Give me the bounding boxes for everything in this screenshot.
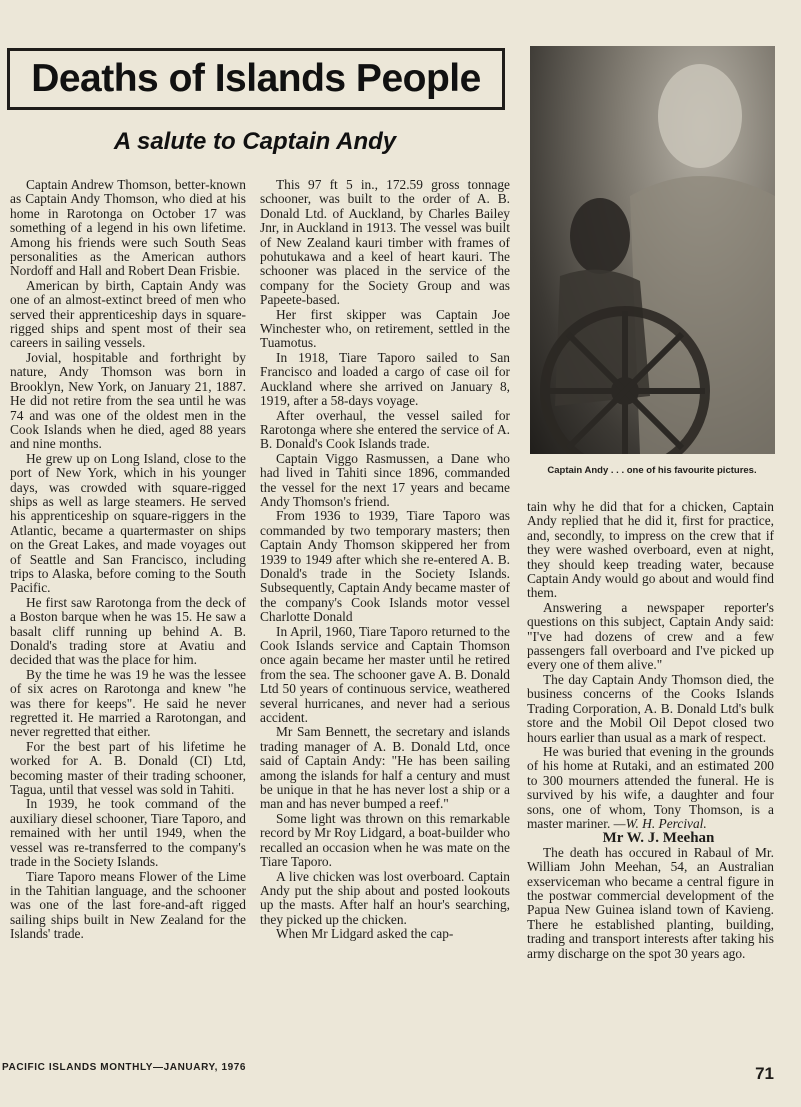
- paragraph: Answering a newspaper reporter's questions on this subject, Captain Andy said: "I've had dozens of crew and a few passengers fall overboard and I've picked up every one of them alive.": [527, 599, 774, 673]
- paragraph: He first saw Rarotonga from the deck of a Boston barque when he was 15. He saw a basalt cliff running up behind A. B. Donald's trading store at Avatiu and decided that was the place for him.: [10, 594, 246, 668]
- publication-footer: PACIFIC ISLANDS MONTHLY—JANUARY, 1976: [2, 1062, 247, 1073]
- paragraph: Tiare Taporo means Flower of the Lime in the Tahitian language, and the schooner was one of the last fore-and-aft rigged sailing ships built in New Zealand for the Islands' trade.: [10, 868, 246, 942]
- paragraph: American by birth, Captain Andy was one of an almost-extinct breed of men who served their apprenticeship days in square-rigged ships and spent most of their sea careers in sailing vessels.: [10, 277, 246, 351]
- photo-caption: Captain Andy . . . one of his favourite pictures.: [547, 465, 757, 476]
- paragraph: By the time he was 19 he was the lessee of six acres on Rarotonga and knew "he was there for keeps". He said he never regretted it. He married a Rarotongan, and never regretted that either.: [10, 666, 246, 740]
- paragraph: In April, 1960, Tiare Taporo returned to the Cook Islands service and Captain Thomson once again became her master until he retired from the sea. The schooner gave A. B. Donald Ltd 50 years of continuous service, weathered several hurricanes, and never had a serious accident.: [260, 623, 510, 726]
- paragraph: This 97 ft 5 in., 172.59 gross tonnage schooner, was built to the order of A. B. Donald Ltd. of Auckland, by Charles Bailey Jnr, in Auckland in 1913. The vessel was built of New Zealand kauri timber with frames of pohutukawa and a keel of heart kauri. The schooner was placed in the service of the company for the Society Group and was Papeete-based.: [260, 177, 510, 308]
- paragraph: In 1939, he took command of the auxiliary diesel schooner, Tiare Taporo, and remained with her until 1949, when the vessel was re-transferred to the company's trade in the Society Islands.: [10, 796, 246, 870]
- funeral-paragraph: He was buried that evening in the grounds of his home at Rutaki, and an estimated 200 to 300 mourners attended the funeral. He is survived by his wife, a daughter and four sons, one of whom, Tony Thomson, is a master mariner. —W. H. Percival.: [527, 743, 774, 831]
- article-column-2: [260, 178, 510, 942]
- author-signature: —W. H. Percival.: [613, 815, 707, 831]
- page-title: Deaths of Islands People: [31, 57, 481, 100]
- paragraph: For the best part of his lifetime he worked for A. B. Donald (CI) Ltd, becoming master of their trading schooner, Tagua, until that vessel was sold in Tahiti.: [10, 738, 246, 798]
- paragraph: Mr Sam Bennett, the secretary and islands trading manager of A. B. Donald Ltd, once said of Captain Andy: "He has been sailing among the islands for half a century and must be unique in that he has never lost a ship or a man and has never bumped a reef.": [260, 724, 510, 812]
- paragraph: In 1918, Tiare Taporo sailed to San Francisco and loaded a cargo of case oil for Auckland where she arrived on January 8, 1919, after a 58-days voyage.: [260, 349, 510, 409]
- paragraph: Her first skipper was Captain Joe Winchester who, on retirement, settled in the Tuamotus.: [260, 306, 510, 351]
- paragraph: Captain Viggo Rasmussen, a Dane who had lived in Tahiti since 1896, commanded the vessel for the next 17 years and became Andy Thomson's friend.: [260, 450, 510, 509]
- portrait-photo-graphic: [530, 46, 775, 454]
- paragraph: A live chicken was lost overboard. Captain Andy put the ship about and posted lookouts up the masts. After half an hour's searching, they picked up the chicken.: [260, 868, 510, 927]
- article-subtitle: A salute to Captain Andy: [113, 128, 397, 155]
- paragraph: tain why he did that for a chicken, Captain Andy replied that he did it, first for practice, and, secondly, to impress on the crew that if they were washed overboard, even at night, they should keep treading water, because Captain Andy would go about and would find them.: [527, 499, 774, 601]
- paragraph: When Mr Lidgard asked the cap-: [276, 926, 454, 942]
- paragraph: Jovial, hospitable and forthright by nature, Andy Thomson was born in Brooklyn, New York, on January 21, 1887. He did not retire from the sea until he was 74 and was one of the oldest men in the Cook Islands when he died, aged 88 years and nine months.: [10, 349, 246, 452]
- page-number: 71: [755, 1064, 774, 1083]
- paragraph: After overhaul, the vessel sailed for Rarotonga where she entered the service of A. B. Donald's Cook Islands trade.: [260, 407, 510, 452]
- meehan-heading: Mr W. J. Meehan: [602, 830, 715, 847]
- meehan-paragraph: The death has occured in Rabaul of Mr. William John Meehan, 54, an Australian exserviceman who became a central figure in the postwar commercial development of the Papua New Guinea island town of Kavieng. There he established planting, building, trading and transport interests after taking his army discharge on the spot 30 years ago.: [527, 844, 774, 961]
- section-banner: [7, 48, 505, 110]
- paragraph: From 1936 to 1939, Tiare Taporo was commanded by two temporary masters; then Captain Andy Thomson skippered her from 1939 to 1949 after which she re-entered A. B. Donald's trade in the Society Islands. Subsequently, Captain Andy became master of the company's Cook Islands motor vessel Charlotte Donald: [260, 508, 510, 625]
- portrait-photo-icon: [530, 46, 775, 454]
- paragraph: Captain Andrew Thomson, better-known as Captain Andy Thomson, who died at his home in Rarotonga on October 17 was something of a legend in his own lifetime. Among his friends were such South Seas personalities as the American authors Nordoff and Hall and Robert Dean Frisbie.: [10, 177, 246, 279]
- paragraph: He grew up on Long Island, close to the port of New York, which in his younger days, was crowded with square-rigged ships as well as large steamers. He served his apprenticeship on square-riggers in the Atlantic, became a quartermaster on ships on the Great Lakes, and made voyages out of Seattle and San Francisco, including trips to Alaska, before coming to the South Pacific.: [10, 450, 246, 596]
- article-column-3: [527, 500, 774, 961]
- article-column-1: [10, 178, 246, 942]
- paragraph: Some light was thrown on this remarkable record by Mr Roy Lidgard, a boat-builder who recalled an occasion when he was mate on the Tiare Taporo.: [260, 810, 510, 870]
- paragraph: The day Captain Andy Thomson died, the business concerns of the Cooks Islands Trading Corporation, A. B. Donald Ltd's bulk store and the Mobil Oil Depot closed two hours earlier than usual as a mark of respect.: [527, 671, 774, 745]
